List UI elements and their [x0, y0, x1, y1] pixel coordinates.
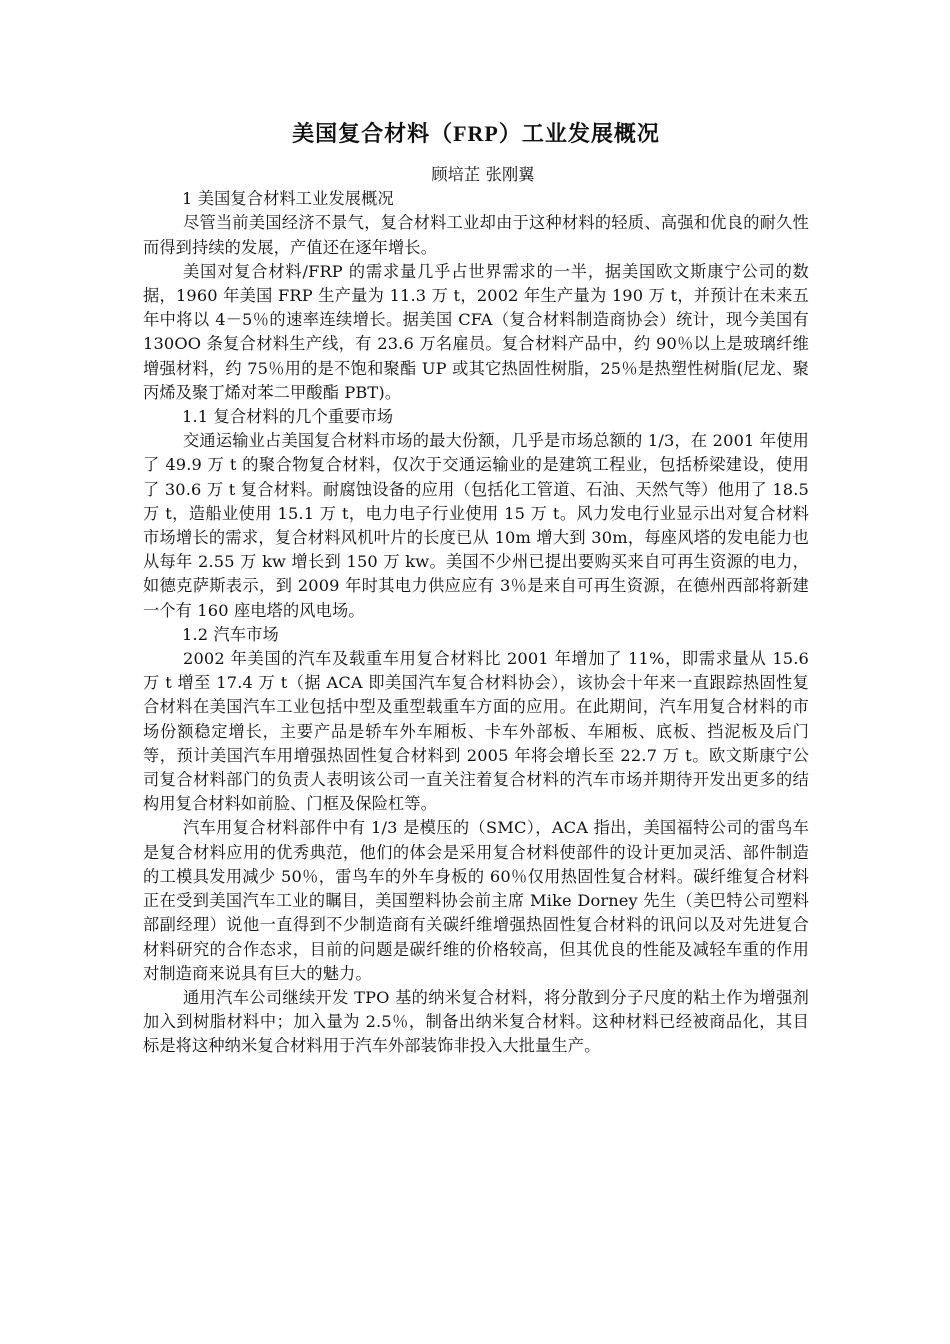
section-heading: 1.1 复合材料的几个重要市场: [182, 407, 394, 427]
document-title: [143, 118, 809, 150]
section-heading: 1 美国复合材料工业发展概况: [182, 189, 394, 209]
title-frp: FRP: [453, 121, 499, 146]
title-prefix: 美国复合材料（: [292, 121, 454, 147]
paragraph: 通用汽车公司继续开发 TPO 基的纳米复合材料，将分散到分子尺度的粘土作为增强剂加入到树脂材料中；加入量为 2.5％，制备出纳米复合材料。这种材料已经被商品化，其目标是将这种纳米复合材料用于汽车外部装饰非投入大批量生产。: [143, 987, 809, 1056]
authors: 顾培芷 张刚翼: [431, 165, 535, 184]
paragraph: 汽车用复合材料部件中有 1/3 是模压的（SMC），ACA 指出，美国福特公司的雷鸟车是复合材料应用的优秀典范，他们的体会是采用复合材料使部件的设计更加灵活、部件制造的工模具发用减少 50％，雷鸟车的外车身板的 60％仅用热固性复合材料。碳纤维复合材料正在受到美国汽车工业的瞩目，美国塑料协会前主席 Mike Dorney 先生（美巴特公司塑料部副经理）说他一直得到不少制造商有关碳纤维增强热固性复合材料的讯问以及对先进复合材料研究的合作态求，目前的问题是碳纤维的价格较高，但其优良的性能及减轻车重的作用对制造商来说具有巨大的魅力。: [143, 818, 809, 983]
section-heading: 1.2 汽车市场: [182, 624, 279, 644]
paragraph: 尽管当前美国经济不景气，复合材料工业却由于这种材料的轻质、高强和优良的耐久性而得到持续的发展，产值还在逐年增长。: [143, 213, 809, 257]
paragraph: 交通运输业占美国复合材料市场的最大份额，几乎是市场总额的 1/3，在 2001 年使用了 49.9 万 t 的聚合物复合材料，仅次于交通运输业的是建筑工程业，包括桥梁建设，使用了 30.6 万 t 复合材料。耐腐蚀设备的应用（包括化工管道、石油、天然气等）他用了 18.5 万 t，造船业使用 15.1 万 t，电力电子行业使用 15 万 t。风力发电行业显示出对复合材料市场增长的需求，复合材料风机叶片的长度已从 10m 增大到 30m，每座风塔的发电能力也从每年 2.55 万 kw 增长到 150 万 kw。美国不少州已提出要购买来自可再生资源的电力，如德克萨斯表示，到 2009 年时其电力供应应有 3％是来自可再生资源，在德州西部将新建一个有 160 座电塔的风电场。: [143, 431, 809, 620]
title-suffix: ）工业发展概况: [498, 121, 660, 147]
paragraph: 2002 年美国的汽车及载重车用复合材料比 2001 年增加了 11%，即需求量从 15.6 万 t 增至 17.4 万 t（据 ACA 即美国汽车复合材料协会），该协会十年来一直跟踪热固性复合材料在美国汽车工业包括中型及重型载重车方面的应用。在此期间，汽车用复合材料的市场份额稳定增长，主要产品是轿车外车厢板、卡车外部板、车厢板、底板、挡泥板及后门等，预计美国汽车用增强热固性复合材料到 2005 年将会增长至 22.7 万 t。欧文斯康宁公司复合材料部门的负责人表明该公司一直关注着复合材料的汽车市场并期待开发出更多的结构用复合材料如前脸、门框及保险杠等。: [143, 649, 809, 814]
paragraph: 美国对复合材料/FRP 的需求量几乎占世界需求的一半，据美国欧文斯康宁公司的数据，1960 年美国 FRP 生产量为 11.3 万 t，2002 年生产量为 190 万 t，并预计在未来五年中将以 4－5％的速率连续增长。据美国 CFA（复合材料制造商协会）统计，现今美国有 130OO 条复合材料生产线，有 23.6 万名雇员。复合材料产品中，约 90％以上是玻璃纤维增强材料，约 75％用的是不饱和聚酯 UP 或其它热固性树脂，25％是热塑性树脂(尼龙、聚丙烯及聚丁烯对苯二甲酸酯 PBT)。: [143, 261, 809, 402]
document-page: [143, 0, 809, 1059]
